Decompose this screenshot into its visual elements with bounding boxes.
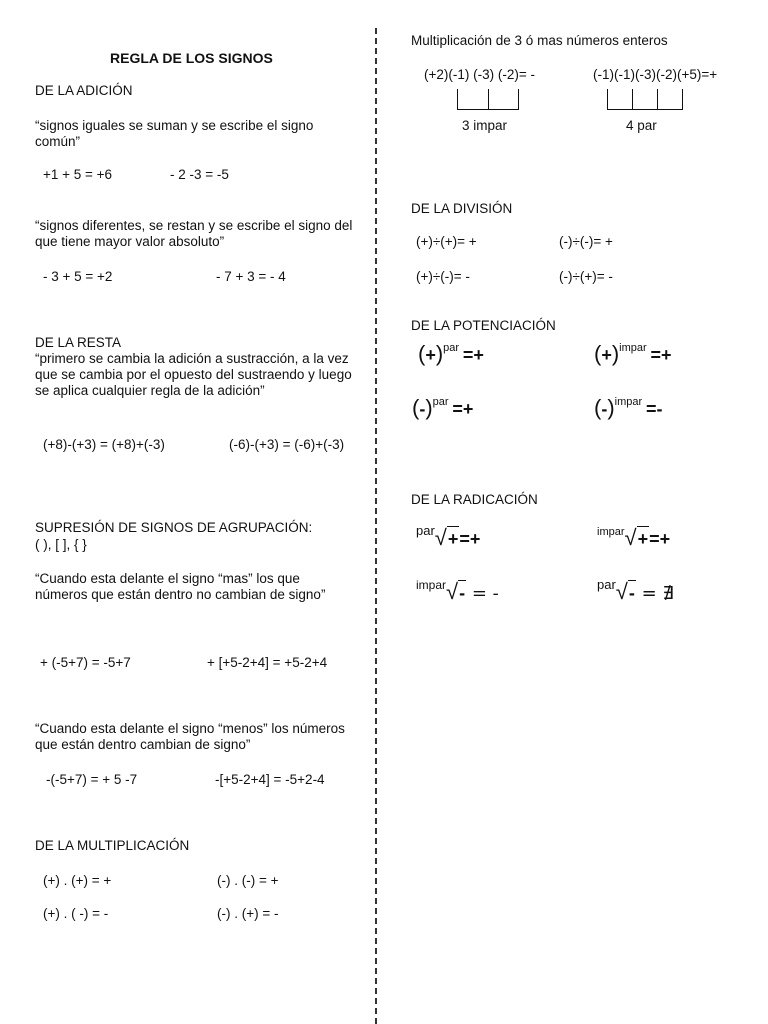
potencia-exponent: par	[443, 342, 460, 354]
radical-body: +	[637, 526, 650, 551]
division-rule-2b: (-)÷(+)= -	[559, 269, 613, 284]
multi3-label-a: 3 impar	[462, 118, 508, 133]
supresion-example-1a: + (-5+7) = -5+7	[40, 655, 131, 670]
resta-rule: “primero se cambia la adición a sustracción, a la vez que se cambia por el opuesto del sustraendo y luego se aplica cualquier regla de la adición”	[35, 351, 352, 398]
supresion-rule-1: “Cuando esta delante el signo “mas” los que números que están dentro no cambian de signo”	[35, 571, 326, 602]
radical-body: +	[447, 526, 460, 551]
potencia-result: =+	[650, 345, 672, 365]
potencia-negative-par: $(-)^{par}$ =+	[412, 395, 474, 420]
supresion-rule-2: “Cuando esta delante el signo “menos” los números que están dentro cambian de signo”	[35, 721, 345, 752]
radical-sign-icon: √	[446, 579, 459, 604]
radical-impar-positive	[597, 526, 670, 554]
resta-example-b: (-6)-(+3) = (-6)+(-3)	[229, 437, 345, 452]
supresion-symbols: ( ), [ ], { }	[35, 537, 87, 552]
potencia-positive-par: $(+)^{par}$ =+	[418, 341, 484, 366]
multiplicacion-rule-2b: (-) . (+) = -	[217, 906, 279, 921]
multiplicacion-heading: DE LA MULTIPLICACIÓN	[35, 838, 190, 853]
division-rule-2a: (+)÷(-)= -	[416, 269, 470, 284]
multi3-heading: Multiplicación de 3 ó mas números enteros	[411, 33, 668, 48]
radical-index: impar	[597, 526, 625, 538]
multi3-example-b: (-1)(-1)(-3)(-2)(+5)=+	[593, 67, 718, 82]
potencia-exponent: impar	[619, 342, 647, 354]
adicion-rule-1: “signos iguales se suman y se escribe el signo común”	[35, 118, 314, 149]
column-divider	[375, 28, 377, 1024]
multiplicacion-rule-2a: (+) . ( -) = -	[43, 906, 109, 921]
supresion-example-1b: + [+5-2+4] = +5-2+4	[207, 655, 328, 670]
potencia-exponent: par	[432, 396, 449, 408]
radical-sign-icon: √	[615, 579, 628, 604]
potencia-exponent: impar	[614, 396, 643, 408]
page-title: REGLA DE LOS SIGNOS	[110, 50, 273, 66]
radical-index: impar	[416, 578, 447, 592]
division-heading: DE LA DIVISIÓN	[411, 201, 513, 216]
radical-index: par	[416, 523, 435, 538]
supresion-example-2b: -[+5-2+4] = -5+2-4	[215, 772, 325, 787]
multi3-example-a: (+2)(-1) (-3) (-2)= -	[424, 67, 535, 82]
radicacion-heading: DE LA RADICACIÓN	[411, 492, 538, 507]
potencia-negative-impar: $(-)^{impar}$ =-	[594, 395, 663, 420]
radical-sign-icon: √	[434, 525, 447, 550]
radical-body: -	[628, 580, 636, 605]
multiplicacion-rule-1b: (-) . (-) = +	[217, 873, 279, 888]
radical-index: par	[597, 577, 616, 592]
adicion-rule-2: “signos diferentes, se restan y se escribe el signo del que tiene mayor valor absoluto”	[35, 218, 353, 249]
radical-impar-negative	[416, 580, 499, 607]
division-rule-1a: (+)÷(+)= +	[416, 234, 477, 249]
radical-par-negative	[597, 577, 674, 607]
radical-result: = ∄	[635, 583, 674, 604]
multiplicacion-rule-1a: (+) . (+) = +	[43, 873, 112, 888]
potencia-positive-impar: $(+)^{impar}$ =+	[594, 341, 672, 366]
potencia-sign: -	[419, 399, 426, 419]
supresion-example-2a: -(-5+7) = + 5 -7	[46, 772, 138, 787]
potencia-sign: +	[425, 345, 436, 365]
radical-par-positive	[416, 523, 481, 553]
adicion-example-2a: - 3 + 5 = +2	[43, 269, 113, 284]
radical-sign-icon: √	[624, 525, 637, 550]
potenciacion-heading: DE LA POTENCIACIÓN	[411, 318, 556, 333]
potencia-result: =-	[645, 399, 663, 419]
multi3-label-b: 4 par	[626, 118, 657, 133]
potencia-sign: +	[601, 345, 612, 365]
radical-result: =+	[459, 529, 481, 549]
adicion-example-1a: +1 + 5 = +6	[43, 167, 113, 182]
adicion-heading: DE LA ADICIÓN	[35, 83, 133, 98]
resta-heading: DE LA RESTA	[35, 335, 122, 350]
potencia-result: =+	[452, 399, 474, 419]
potencia-result: =+	[462, 345, 484, 365]
supresion-heading: SUPRESIÓN DE SIGNOS DE AGRUPACIÓN:	[35, 520, 313, 535]
adicion-example-1b: - 2 -3 = -5	[170, 167, 229, 182]
division-rule-1b: (-)÷(-)= +	[559, 234, 613, 249]
radical-result: = -	[466, 583, 499, 604]
radical-body: -	[458, 580, 466, 605]
adicion-example-2b: - 7 + 3 = - 4	[216, 269, 286, 284]
radical-result: =+	[649, 529, 671, 549]
potencia-sign: -	[601, 399, 608, 419]
resta-example-a: (+8)-(+3) = (+8)+(-3)	[43, 437, 165, 452]
